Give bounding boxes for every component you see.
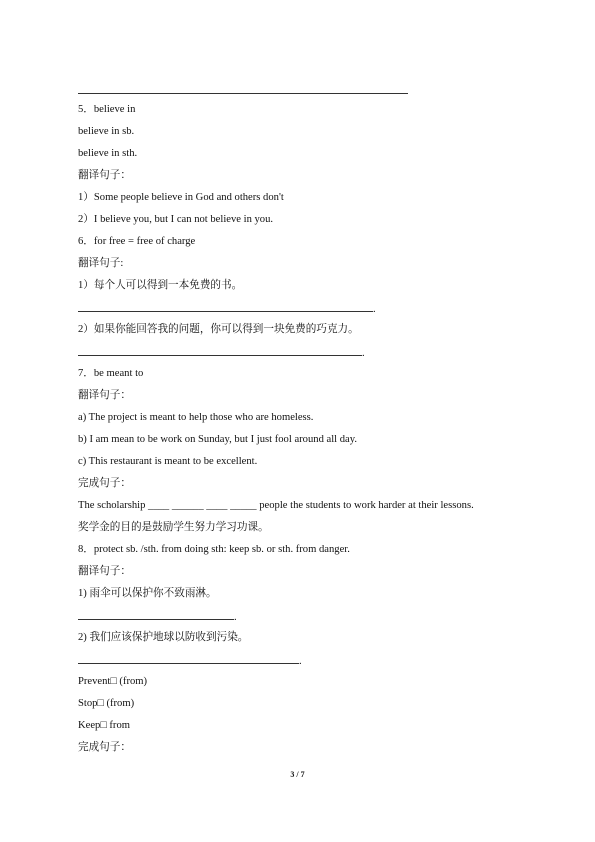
- instruction-label: 翻译句子：: [78, 390, 131, 401]
- sentence-line: b) I am mean to be work on Sunday, but I just fool around all day.: [78, 434, 358, 445]
- item-8-heading: 8．protect sb. /sth. from doing sth: keep sb. or sth. from danger.: [78, 544, 350, 555]
- sentence-line: a) The project is meant to help those who are homeless.: [78, 412, 314, 423]
- instruction-label: 完成句子：: [78, 742, 131, 753]
- sentence-line: 2) 我们应该保护地球以防收到污染。: [78, 632, 249, 643]
- item-6-heading: 6．for free = free of charge: [78, 236, 196, 247]
- text-line: Prevent□ (from): [78, 676, 148, 687]
- answer-blank-line: [78, 609, 237, 625]
- blank: [78, 653, 299, 664]
- sentence-line: 1）每个人可以得到一本免费的书。: [78, 280, 243, 291]
- text-line: Keep□ from: [78, 720, 130, 731]
- answer-blank-line: [78, 653, 302, 669]
- answer-blank-line: [78, 345, 365, 361]
- sentence-line: c) This restaurant is meant to be excellent.: [78, 456, 258, 467]
- blank: [78, 301, 373, 312]
- sentence-line: 1）Some people believe in God and others don't: [78, 192, 284, 203]
- answer-line-top: [78, 93, 408, 94]
- text-line: Stop□ (from): [78, 698, 135, 709]
- page-number: 3 / 7: [290, 770, 305, 779]
- instruction-label: 翻译句子:: [78, 258, 124, 269]
- blank-end: .: [362, 348, 365, 359]
- sentence-line: 1) 雨伞可以保护你不致雨淋。: [78, 588, 217, 599]
- item-7-heading: 7．be meant to: [78, 368, 144, 379]
- instruction-label: 翻译句子：: [78, 170, 131, 181]
- text-line: believe in sb.: [78, 126, 135, 137]
- sentence-line: 2）如果你能回答我的问题，你可以得到一块免费的巧克力。: [78, 324, 359, 335]
- text-line: believe in sth.: [78, 148, 138, 159]
- blank-end: .: [234, 612, 237, 623]
- blank-end: .: [373, 304, 376, 315]
- instruction-label: 完成句子：: [78, 478, 131, 489]
- sentence-line: 奖学金的目的是鼓励学生努力学习功课。: [78, 522, 269, 533]
- item-5-heading: 5．believe in: [78, 104, 136, 115]
- answer-blank-line: [78, 301, 376, 317]
- blank: [78, 609, 234, 620]
- fill-in-sentence: The scholarship ____ ______ ____ _____ people the students to work harder at their lessons.: [78, 500, 474, 511]
- instruction-label: 翻译句子：: [78, 566, 131, 577]
- blank: [78, 345, 362, 356]
- sentence-line: 2）I believe you, but I can not believe in you.: [78, 214, 274, 225]
- blank-end: .: [299, 656, 302, 667]
